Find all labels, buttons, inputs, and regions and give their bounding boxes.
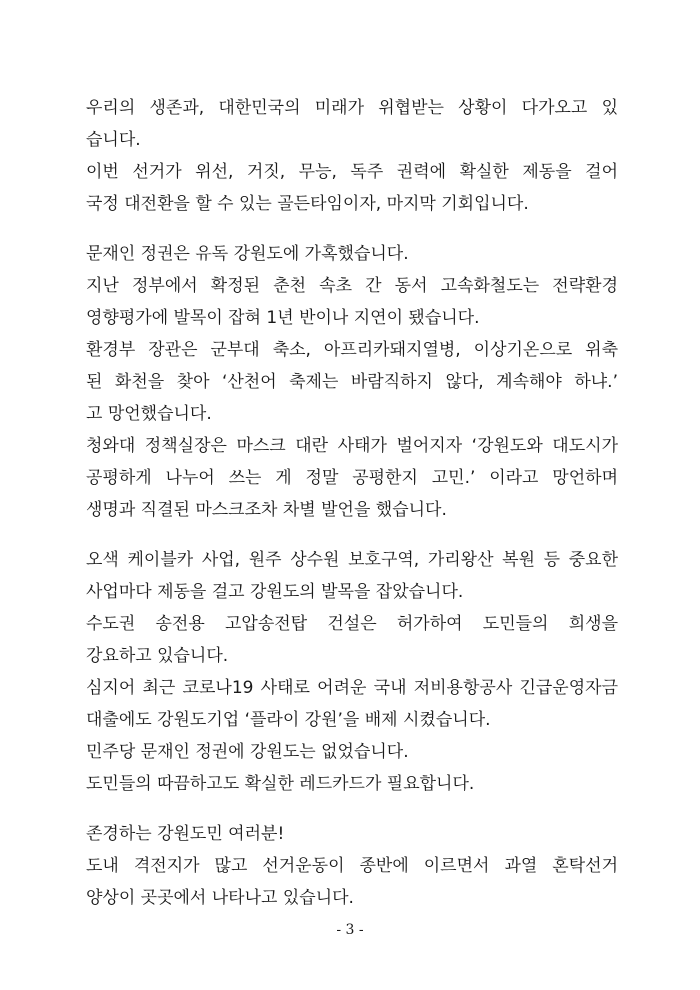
text-line: 오색 케이블카 사업, 원주 상수원 보호구역, 가리왕산 복원 등 중요한: [86, 550, 618, 570]
text-line: 청와대 정책실장은 마스크 대란 사태가 벌어지자 ‘강원도와 대도시가: [86, 436, 618, 456]
text-line: 사업마다 제동을 걸고 강원도의 발목을 잡았습니다.: [86, 582, 464, 602]
text-line: 환경부 장관은 군부대 축소, 아프리카돼지열병, 이상기온으로 위축: [86, 340, 618, 360]
text-line: 생명과 직결된 마스크조차 차별 발언을 했습니다.: [86, 500, 447, 520]
text-line: 심지어 최근 코로나19 사태로 어려운 국내 저비용항공사 긴급운영자금: [86, 678, 618, 698]
text-line: 된 화천을 찾아 ‘산천어 축제는 바람직하지 않다, 계속해야 하냐.’: [86, 372, 618, 392]
text-line: 도민들의 따끔하고도 확실한 레드카드가 필요합니다.: [86, 774, 475, 794]
text-line: 고 망언했습니다.: [86, 404, 212, 424]
text-line: 민주당 문재인 정권에 강원도는 없었습니다.: [86, 742, 409, 762]
text-line: 강요하고 있습니다.: [86, 646, 229, 666]
paragraph-gap: [86, 526, 618, 544]
text-line: 문재인 정권은 유독 강원도에 가혹했습니다.: [86, 244, 409, 264]
text-line: 지난 정부에서 확정된 춘천 속초 간 동서 고속화철도는 전략환경: [86, 276, 618, 296]
paragraph-gap: [86, 220, 618, 238]
text-line: 습니다.: [86, 130, 141, 150]
text-line: 이번 선거가 위선, 거짓, 무능, 독주 권력에 확실한 제동을 걸어: [86, 162, 618, 182]
text-line: 영향평가에 발목이 잡혀 1년 반이나 지연이 됐습니다.: [86, 308, 480, 328]
paragraph-gap: [86, 800, 618, 818]
text-line: 국정 대전환을 할 수 있는 골든타임이자, 마지막 기회입니다.: [86, 194, 529, 214]
text-line: 대출에도 강원도기업 ‘플라이 강원’을 배제 시켰습니다.: [86, 710, 491, 730]
document-body: [86, 92, 618, 914]
text-line: 공평하게 나누어 쓰는 게 정말 공평한지 고민.’ 이라고 망언하며: [86, 468, 618, 488]
text-line: 도내 격전지가 많고 선거운동이 종반에 이르면서 과열 혼탁선거: [86, 856, 618, 876]
text-line: 우리의 생존과, 대한민국의 미래가 위협받는 상황이 다가오고 있: [86, 98, 618, 118]
text-line: 양상이 곳곳에서 나타나고 있습니다.: [86, 888, 354, 908]
text-line: 존경하는 강원도민 여러분!: [86, 824, 285, 844]
text-line: 수도권 송전용 고압송전탑 건설은 허가하여 도민들의 희생을: [86, 614, 618, 634]
page-number: - 3 -: [336, 922, 364, 938]
